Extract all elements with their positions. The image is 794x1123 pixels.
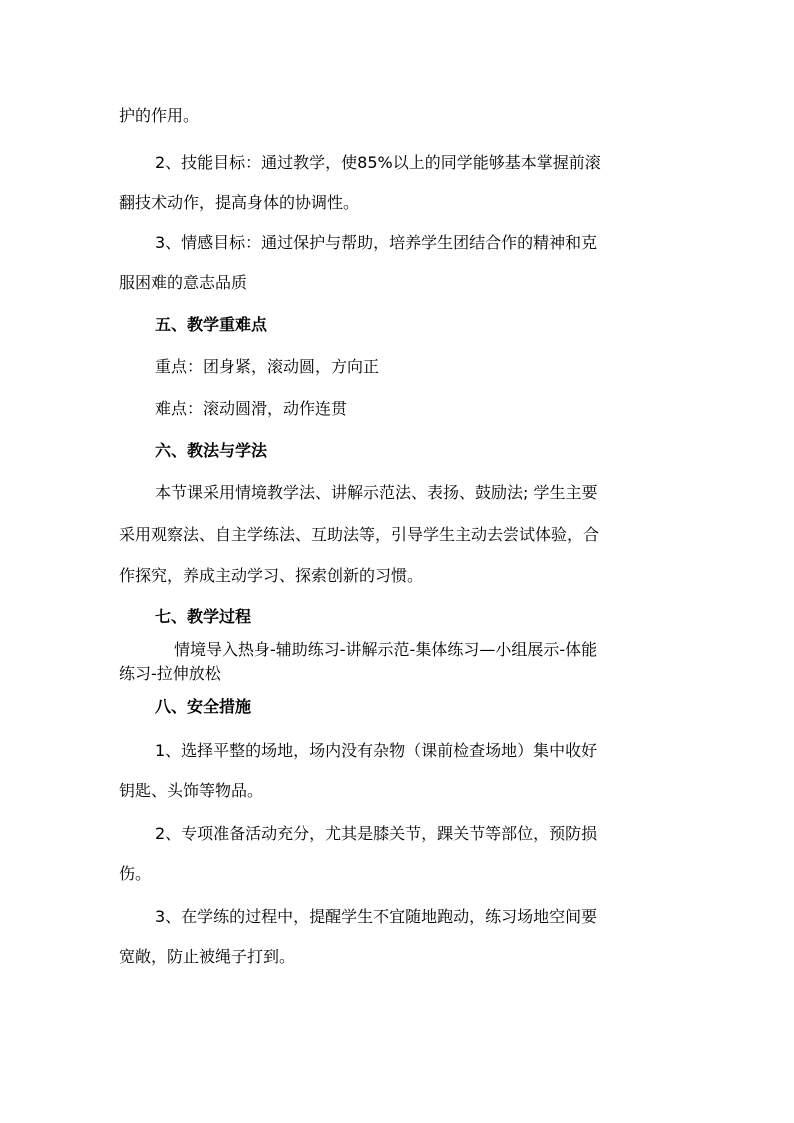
skill-goal-line-2: 翻技术动作，提高身体的协调性。 bbox=[119, 193, 360, 212]
safety-2-line-1: 2、专项准备活动充分，尤其是膝关节，踝关节等部位，预防损 bbox=[155, 824, 598, 843]
difficulty-text: 难点：滚动圆滑，动作连贯 bbox=[155, 399, 348, 418]
skill-goal-line-1: 2、技能目标：通过教学，使85%以上的同学能够基本掌握前滚 bbox=[155, 153, 601, 172]
process-line-2: 练习-拉伸放松 bbox=[119, 664, 221, 683]
method-line-3: 作探究，养成主动学习、探索创新的习惯。 bbox=[119, 566, 424, 585]
paragraph-text: 护的作用。 bbox=[119, 106, 200, 125]
process-line-1: 情境导入热身-辅助练习-讲解示范-集体练习—小组展示-体能 bbox=[174, 640, 598, 659]
key-point-text: 重点：团身紧，滚动圆，方向正 bbox=[155, 357, 380, 376]
safety-1-line-2: 钥匙、头饰等物品。 bbox=[119, 781, 264, 800]
safety-3-line-2: 宽敞，防止被绳子打到。 bbox=[119, 947, 296, 966]
safety-3-line-1: 3、在学练的过程中，提醒学生不宜随地跑动，练习场地空间要 bbox=[155, 907, 598, 926]
section-heading-5: 五、教学重难点 bbox=[155, 315, 268, 334]
safety-1-line-1: 1、选择平整的场地，场内没有杂物（课前检查场地）集中收好 bbox=[155, 741, 598, 760]
safety-2-line-2: 伤。 bbox=[119, 864, 152, 883]
section-heading-8: 八、安全措施 bbox=[155, 697, 252, 716]
method-line-2: 采用观察法、自主学练法、互助法等，引导学生主动去尝试体验，合 bbox=[119, 525, 600, 544]
section-heading-7: 七、教学过程 bbox=[155, 607, 252, 626]
emotion-goal-line-2: 服困难的意志品质 bbox=[119, 273, 248, 292]
emotion-goal-line-1: 3、情感目标：通过保护与帮助，培养学生团结合作的精神和克 bbox=[155, 233, 598, 252]
section-heading-6: 六、教法与学法 bbox=[155, 441, 268, 460]
method-line-1: 本节课采用情境教学法、讲解示范法、表扬、鼓励法; 学生主要 bbox=[155, 483, 598, 502]
